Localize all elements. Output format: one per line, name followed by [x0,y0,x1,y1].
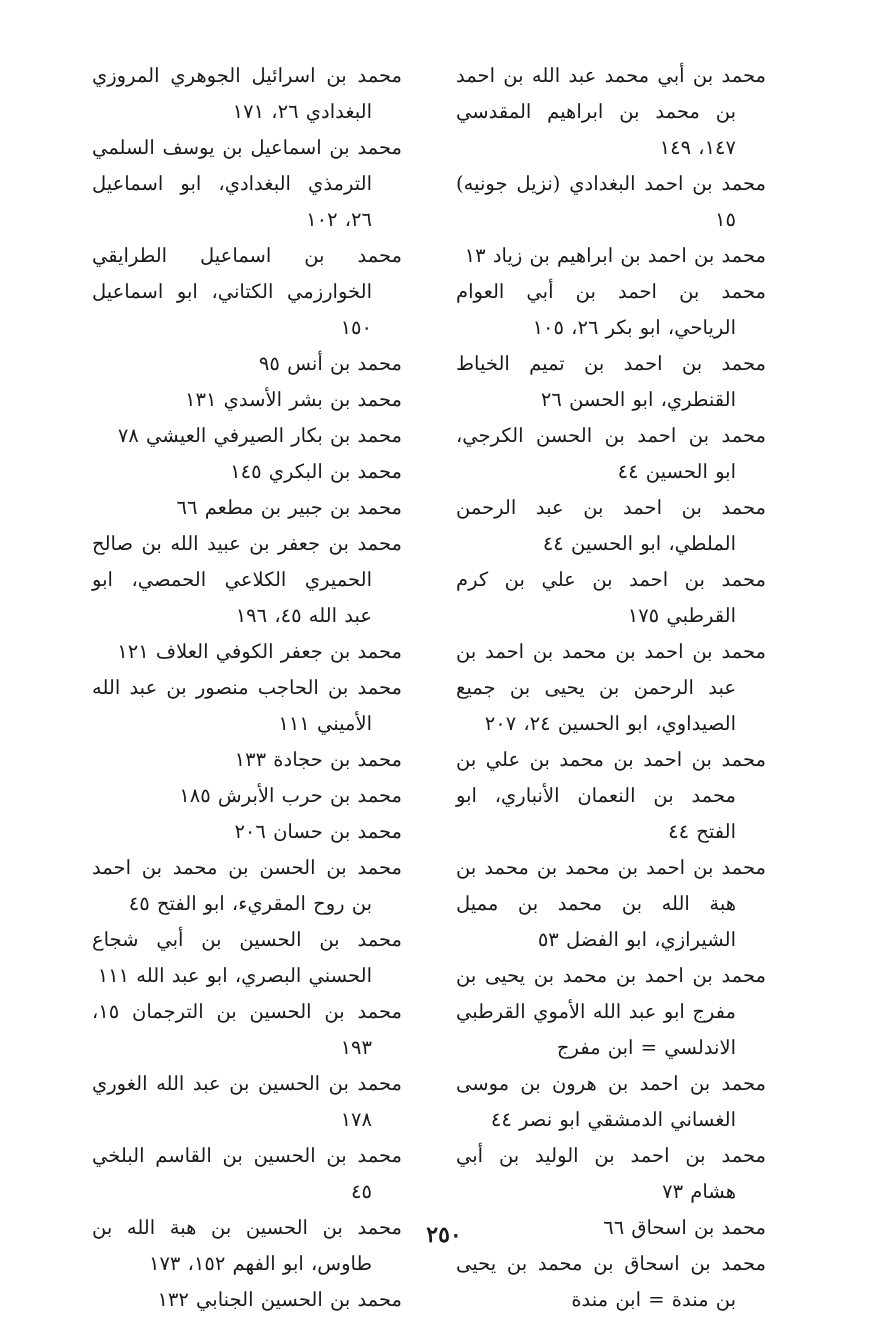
index-entry: محمد بن احمد بن محمد بن يحيى بن مفرج ابو عبد الله الأموي القرطبي الاندلسي = ابن مفرج [456,964,766,1059]
index-entry: محمد بن احمد البغدادي (نزيل جونيه) ١٥ [456,172,766,231]
index-entry: محمد بن احمد بن محمد بن احمد بن عبد الرحمن بن يحيى بن جميع الصيداوي، ابو الحسين ٢٤، ٢٠٧ [456,640,766,735]
index-entry: محمد بن احمد بن الوليد بن أبي هشام ٧٣ [456,1144,766,1203]
index-entry: محمد بن الحسين بن هبة الله بن طاوس، ابو الفهم ١٥٢، ١٧٣ [92,1216,402,1275]
index-entry: محمد بن الحسين بن أبي شجاع الحسني البصري، ابو عبد الله ١١١ [92,928,402,987]
index-entry: محمد بن حجادة ١٣٣ [234,748,402,771]
index-entry: محمد بن جعفر الكوفي العلاف ١٢١ [117,640,402,663]
index-entry: محمد بن الحسين الجنابي ١٣٢ [157,1288,402,1311]
index-entry: محمد بن حرب الأبرش ١٨٥ [179,784,402,807]
index-entry: محمد بن اسرائيل الجوهري المروزي البغدادي ٢٦، ١٧١ [92,64,402,123]
index-entry: محمد بن الحسن بن محمد بن احمد بن روح المقريء، ابو الفتح ٤٥ [92,856,402,915]
index-entry: محمد بن الحسين بن القاسم البلخي ٤٥ [92,1144,402,1203]
index-entry: محمد بن احمد بن هرون بن موسى الغساني الدمشقي ابو نصر ٤٤ [456,1072,766,1131]
index-entry: محمد بن اسماعيل الطرايقي الخوارزمي الكتاني، ابو اسماعيل ١٥٠ [92,244,402,339]
index-entry: محمد بن احمد بن محمد بن علي بن محمد بن النعمان الأنباري، ابو الفتح ٤٤ [456,748,766,843]
index-entry: محمد بن البكري ١٤٥ [230,460,402,483]
index-entry: محمد بن احمد بن أبي العوام الرياحي، ابو بكر ٢٦، ١٠٥ [456,280,766,339]
index-entry: محمد بن جعفر بن عبيد الله بن صالح الحميري الكلاعي الحمصي، ابو عبد الله ٤٥، ١٩٦ [92,532,402,627]
index-entry: محمد بن اسماعيل بن يوسف السلمي الترمذي البغدادي، ابو اسماعيل ٢٦، ١٠٢ [92,136,402,231]
index-entry: محمد بن اسحاق بن محمد بن يحيى بن مندة = ابن مندة [456,1252,766,1311]
right-column [456,58,766,1318]
index-entry: محمد بن جبير بن مطعم ٦٦ [176,496,402,519]
index-entry: محمد بن احمد بن ابراهيم بن زياد ١٣ [464,244,766,267]
left-column [92,58,402,1318]
index-entry: محمد بن بشر الأسدي ١٣١ [185,388,402,411]
index-entry: محمد بن أنس ٩٥ [258,352,402,375]
index-entry: محمد بن أبي محمد عبد الله بن احمد بن محمد بن ابراهيم المقدسي ١٤٧، ١٤٩ [456,64,766,159]
index-entry: محمد بن احمد بن محمد بن محمد بن هبة الله بن محمد بن مميل الشيرازي، ابو الفضل ٥٣ [456,856,766,951]
index-entry: محمد بن احمد بن عبد الرحمن الملطي، ابو الحسين ٤٤ [456,496,766,555]
index-entry: محمد بن احمد بن الحسن الكرجي، ابو الحسين ٤٤ [456,424,766,483]
index-entry: محمد بن احمد بن تميم الخياط القنطري، ابو الحسن ٢٦ [456,352,766,411]
index-entry: محمد بن حسان ٢٠٦ [234,820,402,843]
index-entry: محمد بن الحسين بن الترجمان ١٥، ١٩٣ [92,1000,402,1059]
index-entry: محمد بن الحاجب منصور بن عبد الله الأميني ١١١ [92,676,402,735]
index-entry: محمد بن احمد بن علي بن كرم القرطبي ١٧٥ [456,568,766,627]
index-entry: محمد بن الحسين بن عبد الله الغوري ١٧٨ [92,1072,402,1131]
index-entry: محمد بن بكار الصيرفي العيشي ٧٨ [117,424,402,447]
index-entry: محمد بن اسحاق ٦٦ [603,1216,766,1239]
page-number: ٢٥٠ [426,1222,462,1248]
